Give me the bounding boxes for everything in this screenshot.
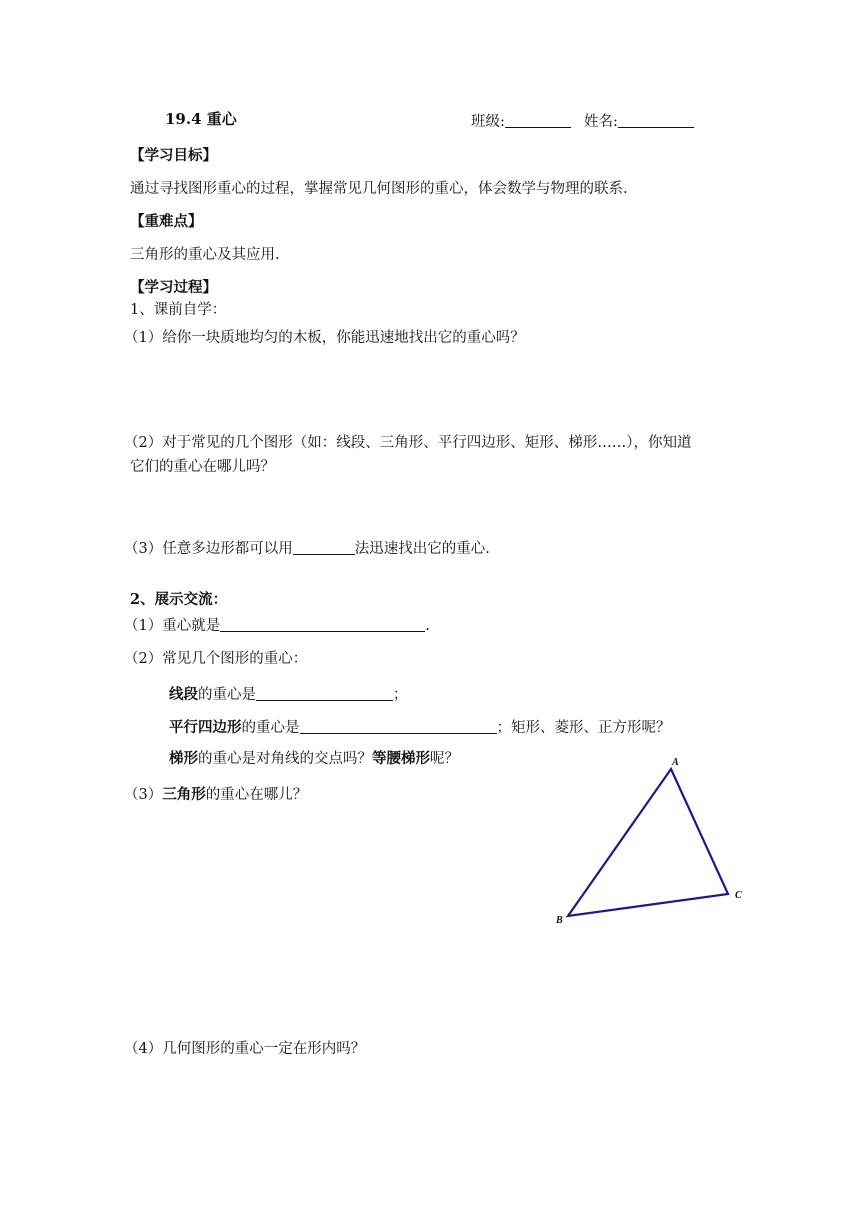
parallelogram-bold: 平行四边形 <box>169 719 242 736</box>
class-label: 班级: <box>471 114 505 130</box>
vertex-c-label: C <box>735 890 742 901</box>
objectives-text: 通过寻找图形重心的过程，掌握常见几何图形的重心，体会数学与物理的联系. <box>130 181 628 197</box>
triangle-abc <box>568 769 728 916</box>
section1-q3-suffix: 法迅速找出它的重心. <box>354 541 490 557</box>
section2-title: 2、展示交流： <box>130 591 228 608</box>
key-points-heading: 【重难点】 <box>130 213 203 230</box>
vertex-a-label: A <box>672 757 679 768</box>
section2-q3-bold: 三角形 <box>162 786 206 803</box>
process-heading: 【学习过程】 <box>130 279 217 296</box>
segment-text: 的重心是 <box>198 687 256 703</box>
section2-q1-prefix: （1）重心就是 <box>124 618 221 634</box>
trapezoid-text: 的重心是对角线的交点吗？ <box>198 751 372 767</box>
section1-title: 1、课前自学： <box>130 302 227 318</box>
segment-end: ； <box>393 687 408 703</box>
vertex-b-label: B <box>556 915 563 926</box>
name-label: 姓名: <box>584 114 618 130</box>
key-points-text: 三角形的重心及其应用. <box>130 247 280 263</box>
section1-q3-prefix: （3）任意多边形都可以用 <box>124 541 293 557</box>
isosceles-end: 呢？ <box>430 751 459 767</box>
parallelogram-text: 的重心是 <box>241 720 300 736</box>
objectives-heading: 【学习目标】 <box>130 147 217 164</box>
section1-q1: （1）给你一块质地均匀的木板，你能迅速地找出它的重心吗？ <box>124 330 525 346</box>
section2-q2: （2）常见几个图形的重心： <box>124 651 308 667</box>
section2-q4: （4）几何图形的重心一定在形内吗？ <box>124 1041 366 1057</box>
section1-q2-line1: （2）对于常见的几个图形（如：线段、三角形、平行四边形、矩形、梯形……），你知道 <box>124 435 692 451</box>
section1-q2-line2: 它们的重心在哪儿吗？ <box>130 459 275 475</box>
segment-bold: 线段 <box>169 686 198 703</box>
parallelogram-end: ；矩形、菱形、正方形呢？ <box>496 720 671 736</box>
trapezoid-bold: 梯形 <box>169 750 198 767</box>
section2-q3-suffix: 的重心在哪儿？ <box>205 787 308 803</box>
section2-q3-prefix: （3） <box>124 787 163 803</box>
section2-q1-suffix: . <box>425 618 430 634</box>
page-title: 19.4 重心 <box>165 110 237 128</box>
isosceles-bold: 等腰梯形 <box>372 750 430 767</box>
